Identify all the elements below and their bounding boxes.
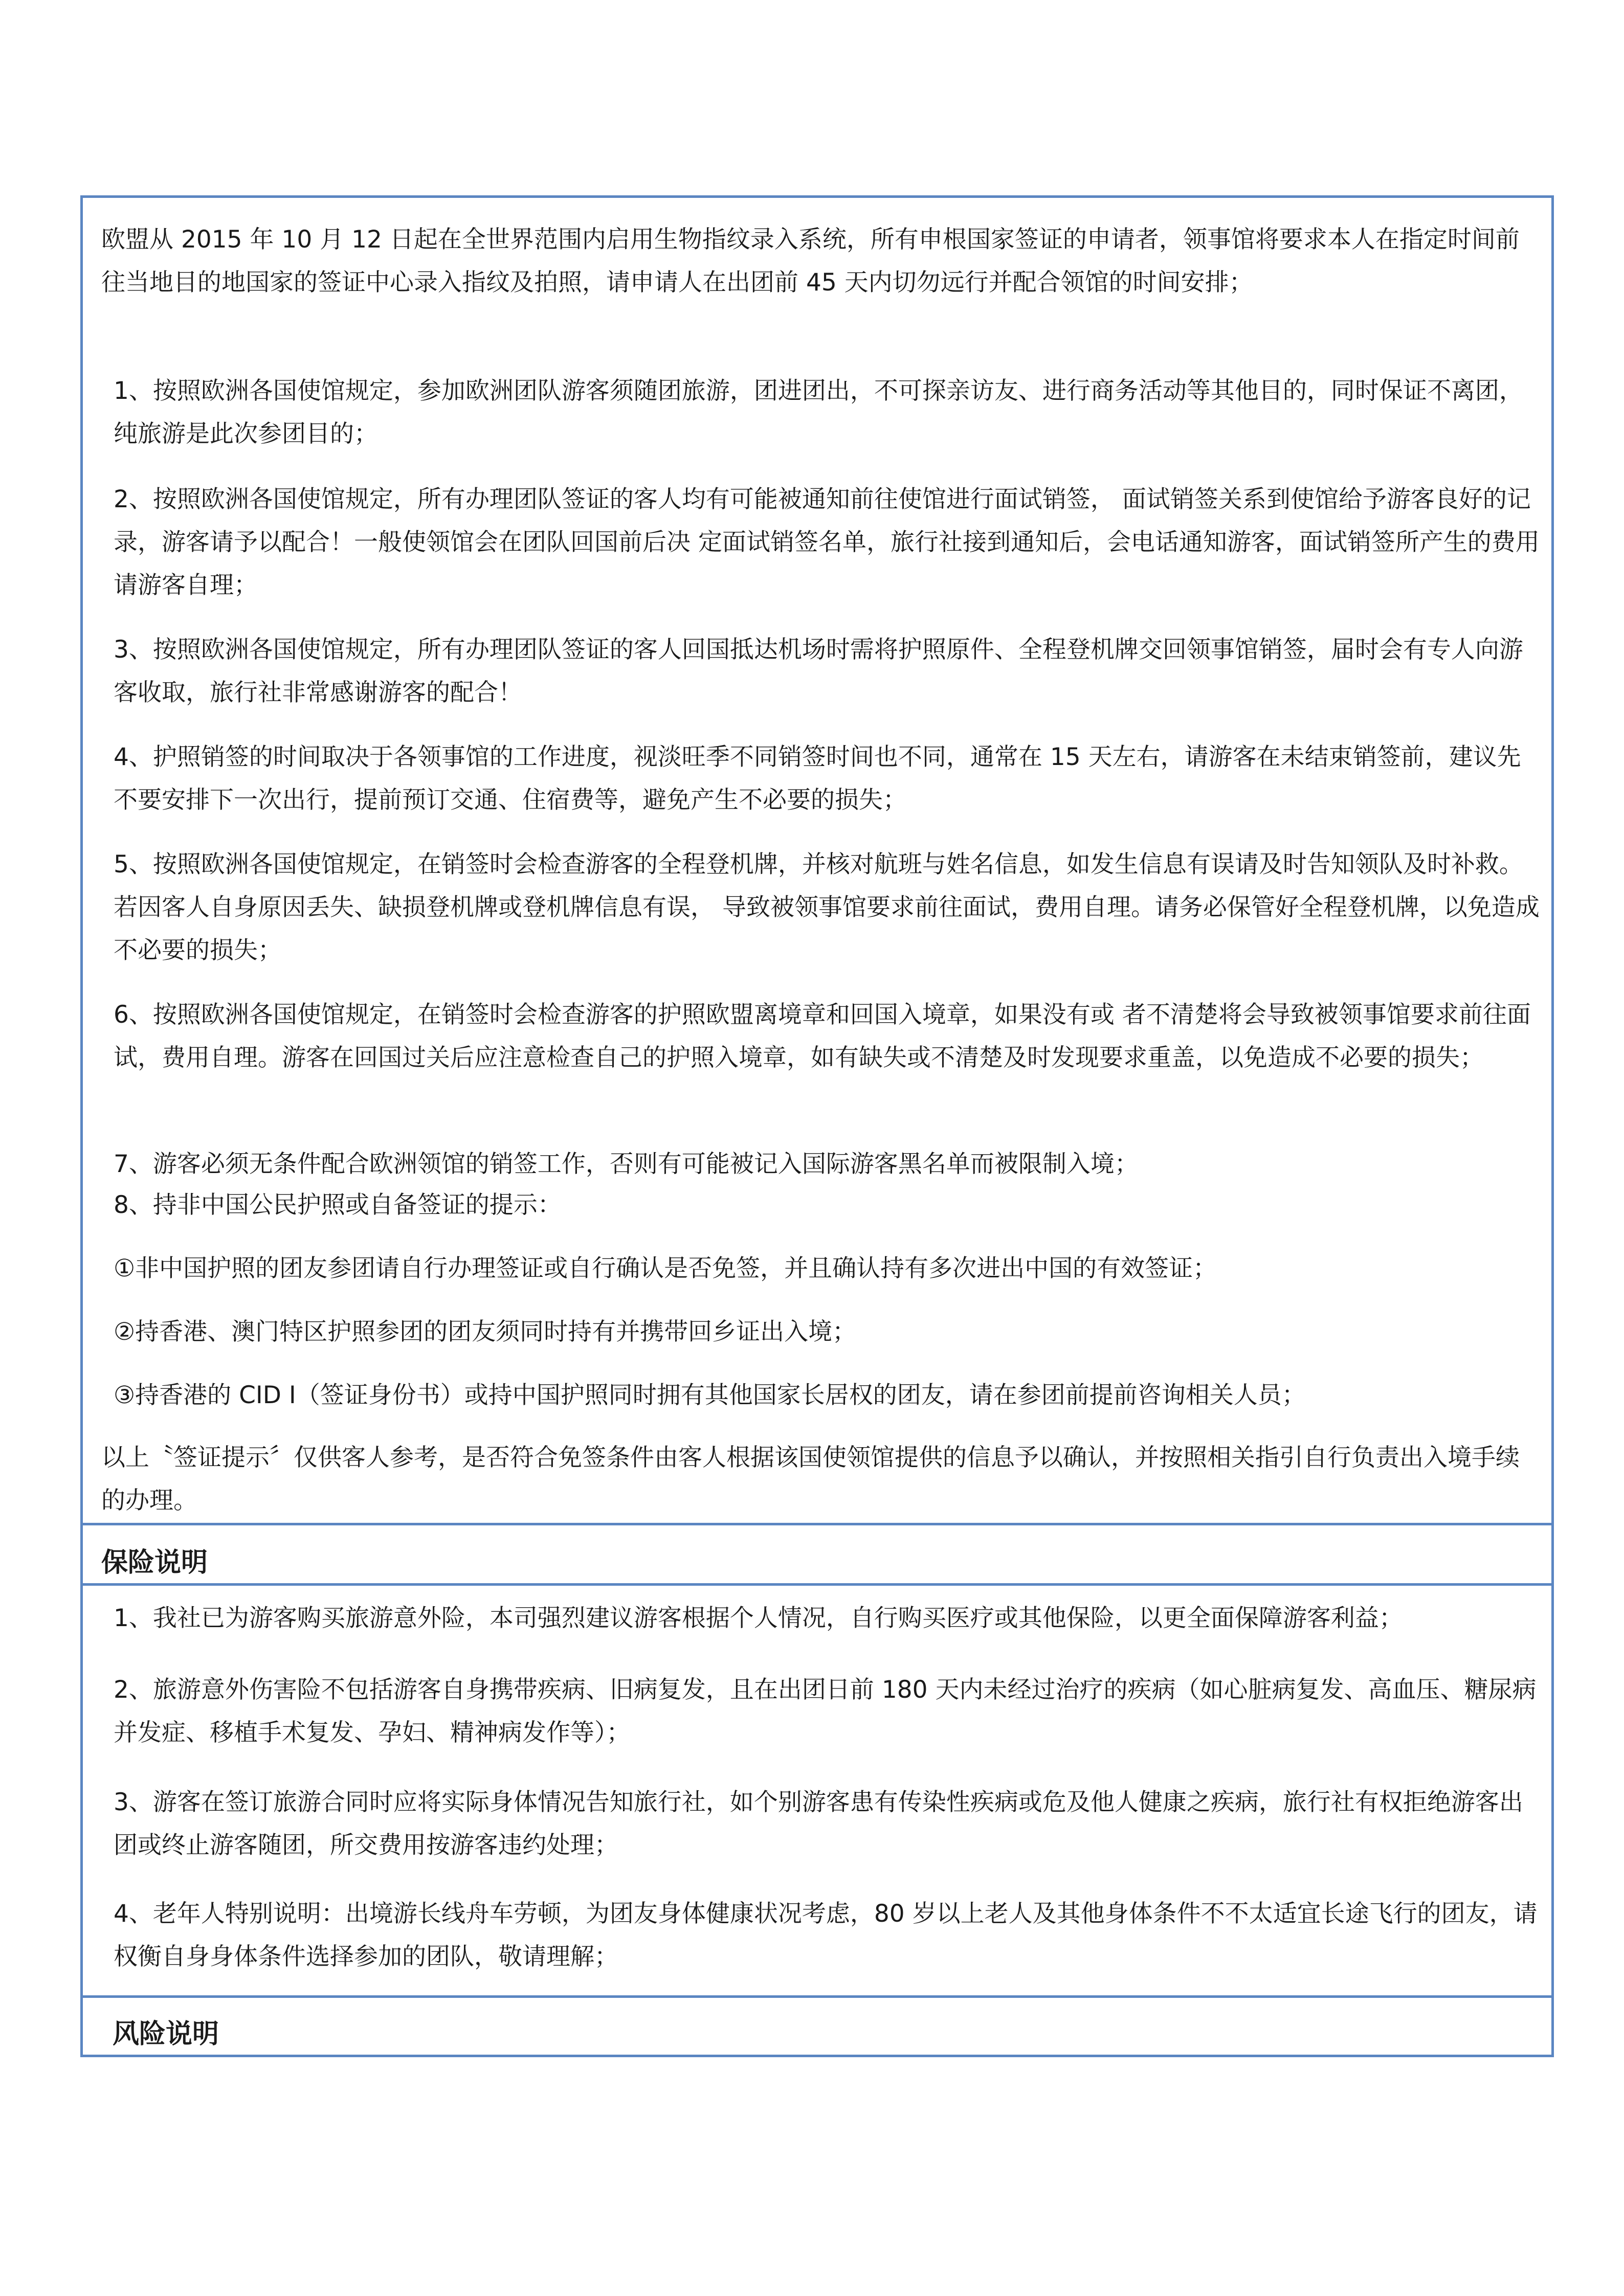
visa-item-1: 1、按照欧洲各国使馆规定，参加欧洲团队游客须随团旅游，团进团出，不可探亲访友、进行商务活动等其他目的，同时保证不离团，纯旅游是此次参团目的； <box>114 377 1523 448</box>
visa-item-8: 8、持非中国公民护照或自备签证的提示： <box>114 1191 562 1219</box>
visa-item-5: 5、按照欧洲各国使馆规定，在销签时会检查游客的全程登机牌，并核对航班与姓名信息，如发生信息有误请及时告知领队及时补救。若因客人自身原因丢失、缺损登机牌或登机牌信息有误， 导致被领事馆要求前往面试，费用自理。请务必保管好全程登机牌，以免造成不必要的损失； <box>114 850 1540 964</box>
visa-notes-section <box>83 198 1551 1525</box>
risk-heading: 风险说明 <box>113 2019 219 2050</box>
insurance-item-2: 2、旅游意外伤害险不包括游客自身携带疾病、旧病复发，且在出团日前 180 天内未经过治疗的疾病（如心脏病复发、高血压、糖尿病并发症、移植手术复发、孕妇、精神病发作等）； <box>114 1676 1537 1747</box>
visa-item-3: 3、按照欧洲各国使馆规定，所有办理团队签证的客人回国抵达机场时需将护照原件、全程登机牌交回领事馆销签，届时会有专人向游客收取，旅行社非常感谢游客的配合！ <box>114 636 1523 707</box>
document-table <box>80 195 1554 2057</box>
visa-sub-item-2: ②持香港、澳门特区护照参团的团友须同时持有并携带回乡证出入境； <box>114 1318 857 1346</box>
insurance-item-1: 1、我社已为游客购买旅游意外险，本司强烈建议游客根据个人情况，自行购买医疗或其他保险，以更全面保障游客利益； <box>114 1604 1403 1632</box>
insurance-item-4: 4、老年人特别说明：出境游长线舟车劳顿，为团友身体健康状况考虑，80 岁以上老人及其他身体条件不不太适宜长途飞行的团友，请权衡自身身体条件选择参加的团队，敬请理解； <box>114 1900 1538 1971</box>
risk-heading-row <box>83 1998 1551 2055</box>
insurance-notes-section <box>83 1586 1551 1998</box>
visa-sub-item-1: ①非中国护照的团友参团请自行办理签证或自行确认是否免签，并且确认持有多次进出中国的有效签证； <box>114 1254 1217 1282</box>
visa-closing-paragraph: 以上〝签证提示〞仅供客人参考，是否符合免签条件由客人根据该国使领馆提供的信息予以确认，并按照相关指引自行负责出入境手续的办理。 <box>101 1444 1520 1515</box>
visa-item-7: 7、游客必须无条件配合欧洲领馆的销签工作，否则有可能被记入国际游客黑名单而被限制入境； <box>114 1150 1139 1178</box>
visa-item-6: 6、按照欧洲各国使馆规定，在销签时会检查游客的护照欧盟离境章和回国入境章，如果没有或 者不清楚将会导致被领事馆要求前往面试，费用自理。游客在回国过关后应注意检查自己的护照入境章，如有缺失或不清楚及时发现要求重盖，以免造成不必要的损失； <box>114 1001 1531 1072</box>
insurance-heading-row <box>83 1525 1551 1586</box>
visa-sub-item-3: ③持香港的 CID I（签证身份书）或持中国护照同时拥有其他国家长居权的团友，请在参团前提前咨询相关人员； <box>114 1381 1306 1409</box>
visa-intro-paragraph: 欧盟从 2015 年 10 月 12 日起在全世界范围内启用生物指纹录入系统，所有申根国家签证的申请者，领事馆将要求本人在指定时间前往当地目的地国家的签证中心录入指纹及拍照，请申请人在出团前 45 天内切勿远行并配合领馆的时间安排； <box>101 226 1520 297</box>
insurance-item-3: 3、游客在签订旅游合同时应将实际身体情况告知旅行社，如个别游客患有传染性疾病或危及他人健康之疾病，旅行社有权拒绝游客出团或终止游客随团，所交费用按游客违约处理； <box>114 1788 1523 1859</box>
visa-item-2: 2、按照欧洲各国使馆规定，所有办理团队签证的客人均有可能被通知前往使馆进行面试销签， 面试销签关系到使馆给予游客良好的记录，游客请予以配合！一般使领馆会在团队回国前后决 定面试销签名单，旅行社接到通知后，会电话通知游客，面试销签所产生的费用请游客自理； <box>114 485 1540 599</box>
visa-item-4: 4、护照销签的时间取决于各领事馆的工作进度，视淡旺季不同销签时间也不同，通常在 15 天左右，请游客在未结束销签前，建议先不要安排下一次出行，提前预订交通、住宿费等，避免产生不必要的损失； <box>114 743 1521 814</box>
insurance-heading: 保险说明 <box>101 1547 208 1578</box>
